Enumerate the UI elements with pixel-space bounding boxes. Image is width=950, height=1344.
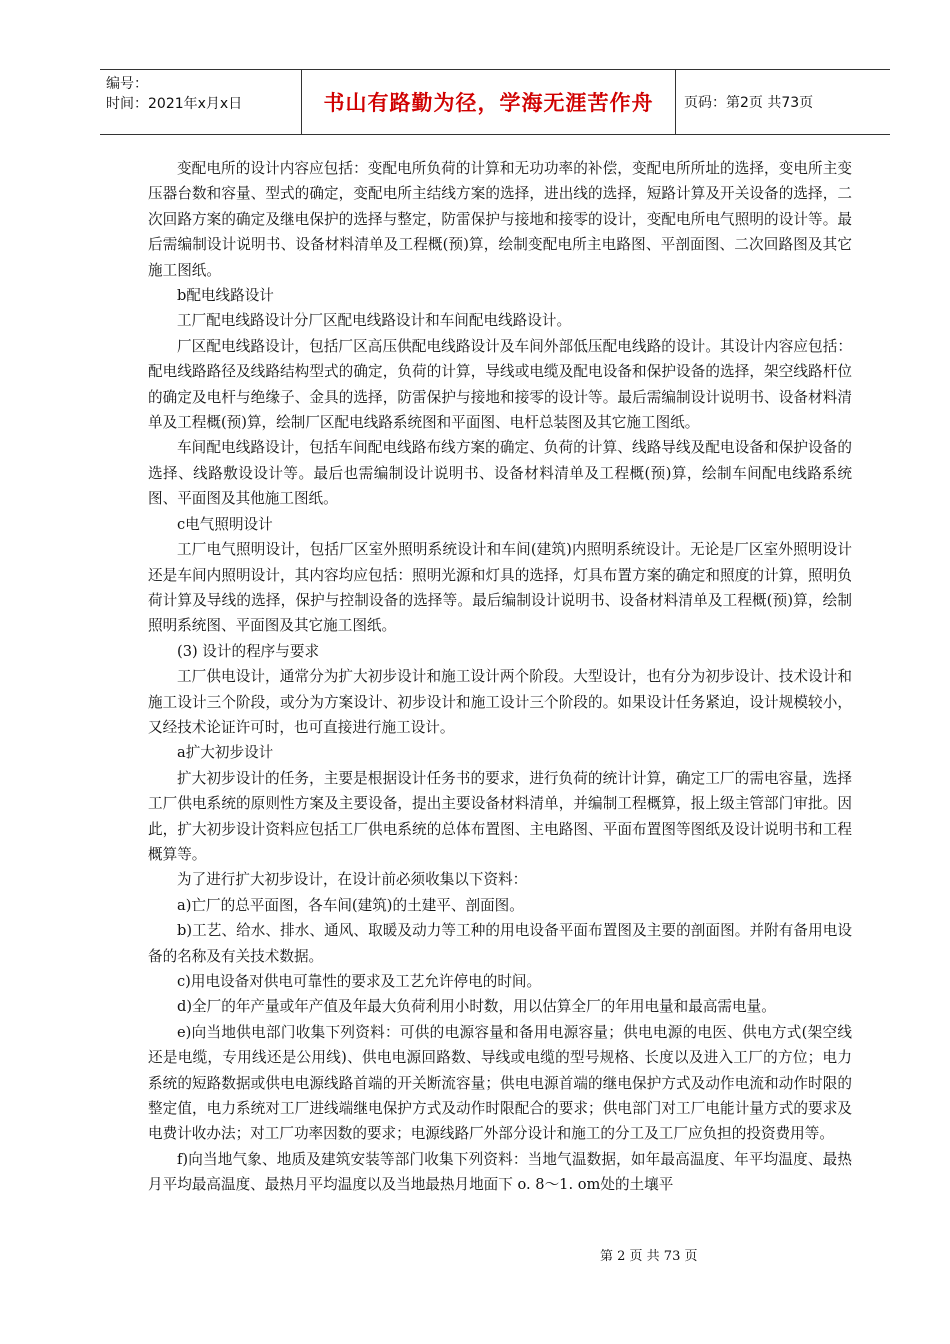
paragraph: 为了进行扩大初步设计，在设计前必须收集以下资料：: [177, 871, 528, 889]
section-heading: c电气照明设计: [177, 515, 273, 533]
list-item: f)向当地气象、地质及建筑安装等部门收集下列资料：当地气温数据，如年最高温度、年平均温度、最热月平均最高温度、最热月平均温度以及当地最热月地面下 o. 8～1. om处的土壤平: [148, 1150, 852, 1194]
paragraph: 扩大初步设计的任务，主要是根据设计任务书的要求，进行负荷的统计计算，确定工厂的需电容量，选择工厂供电系统的原则性方案及主要设备，提出主要设备材料清单，并编制工程概算，报上级主管部门审批。因此，扩大初步设计资料应包括工厂供电系统的总体布置图、主电路图、平面布置图等图纸及设计说明书和工程概算等。: [148, 769, 852, 863]
page-header: [100, 69, 890, 135]
header-motto: 书山有路勤为径，学海无涯苦作舟: [302, 70, 676, 134]
header-page-info: 页码：第2页 共73页: [684, 95, 814, 111]
section-heading: b配电线路设计: [177, 287, 274, 305]
document-body: [148, 156, 852, 1198]
list-item: d)全厂的年产量或年产值及年最大负荷利用小时数，用以估算全厂的年用电量和最高需电量。: [177, 998, 776, 1016]
list-item: b)工艺、给水、排水、通风、取暖及动力等工种的用电设备平面布置图及主要的剖面图。并附有备用电设备的名称及有关技术数据。: [148, 922, 852, 965]
list-item: a)亡厂的总平面图，各车间(建筑)的土建平、剖面图。: [177, 896, 524, 914]
paragraph: 厂区配电线路设计，包括厂区高压供配电线路设计及车间外部低压配电线路的设计。其设计内容应包括：配电线路路径及线路结构型式的确定，负荷的计算，导线或电缆及配电设备和保护设备的选择，架空线路杆位的确定及电杆与绝缘子、金具的选择，防雷保护与接地和接零的设计等。最后需编制设计说明书、设备材料清单及工程概(预)算，绘制厂区配电线路系统图和平面图、电杆总装图及其它施工图纸。: [148, 337, 852, 432]
document-time-label: 时间：2021年x月x日: [106, 96, 243, 112]
paragraph: 工厂电气照明设计，包括厂区室外照明系统设计和车间(建筑)内照明系统设计。无论是厂区室外照明设计还是车间内照明设计，其内容均应包括：照明光源和灯具的选择，灯具布置方案的确定和照度的计算，照明负荷计算及导线的选择，保护与控制设备的选择等。最后编制设计说明书、设备材料清单及工程概(预)算，绘制照明系统图、平面图及其它施工图纸。: [148, 541, 852, 635]
footer-page-number: 第 2 页 共 73 页: [600, 1249, 698, 1264]
section-heading: a扩大初步设计: [177, 744, 274, 762]
paragraph: 车间配电线路设计，包括车间配电线路布线方案的确定、负荷的计算、线路导线及配电设备和保护设备的选择、线路敷设设计等。最后也需编制设计说明书、设备材料清单及工程概(预)算，绘制车间配电线路系统图、平面图及其他施工图纸。: [148, 439, 852, 508]
header-meta: [100, 70, 302, 134]
section-heading: (3) 设计的程序与要求: [177, 642, 320, 660]
list-item: e)向当地供电部门收集下列资料：可供的电源容量和备用电源容量；供电电源的电医、供电方式(架空线还是电缆，专用线还是公用线)、供电电源回路数、导线或电缆的型号规格、长度以及进入工厂的方位；电力系统的短路数据或供电电源线路首端的开关断流容量；供电电源首端的继电保护方式及动作电流和动作时限的整定值，电力系统对工厂进线端继电保护方式及动作时限配合的要求；供电部门对工厂电能计量方式的要求及电费计收办法；对工厂功率因数的要求；电源线路厂外部分设计和施工的分工及工厂应负担的投资费用等。: [148, 1023, 852, 1143]
paragraph: 工厂配电线路设计分厂区配电线路设计和车间配电线路设计。: [177, 312, 572, 330]
paragraph: 变配电所的设计内容应包括：变配电所负荷的计算和无功功率的补偿，变配电所所址的选择，变电所主变压器台数和容量、型式的确定，变配电所主结线方案的选择，进出线的选择，短路计算及开关设备的选择，二次回路方案的确定及继电保护的选择与整定，防雷保护与接地和接零的设计，变配电所电气照明的设计等。最后需编制设计说明书、设备材料清单及工程概(预)算，绘制变配电所主电路图、平剖面图、二次回路图及其它施工图纸。: [148, 160, 852, 279]
list-item: c)用电设备对供电可靠性的要求及工艺允许停电的时间。: [177, 973, 542, 990]
document-number-label: 编号：: [106, 76, 148, 92]
paragraph: 工厂供电设计，通常分为扩大初步设计和施工设计两个阶段。大型设计，也有分为初步设计、技术设计和施工设计三个阶段，或分为方案设计、初步设计和施工设计三个阶段的。如果设计任务紧迫，设计规模较小，又经技术论证许可时，也可直接进行施工设计。: [148, 668, 852, 736]
